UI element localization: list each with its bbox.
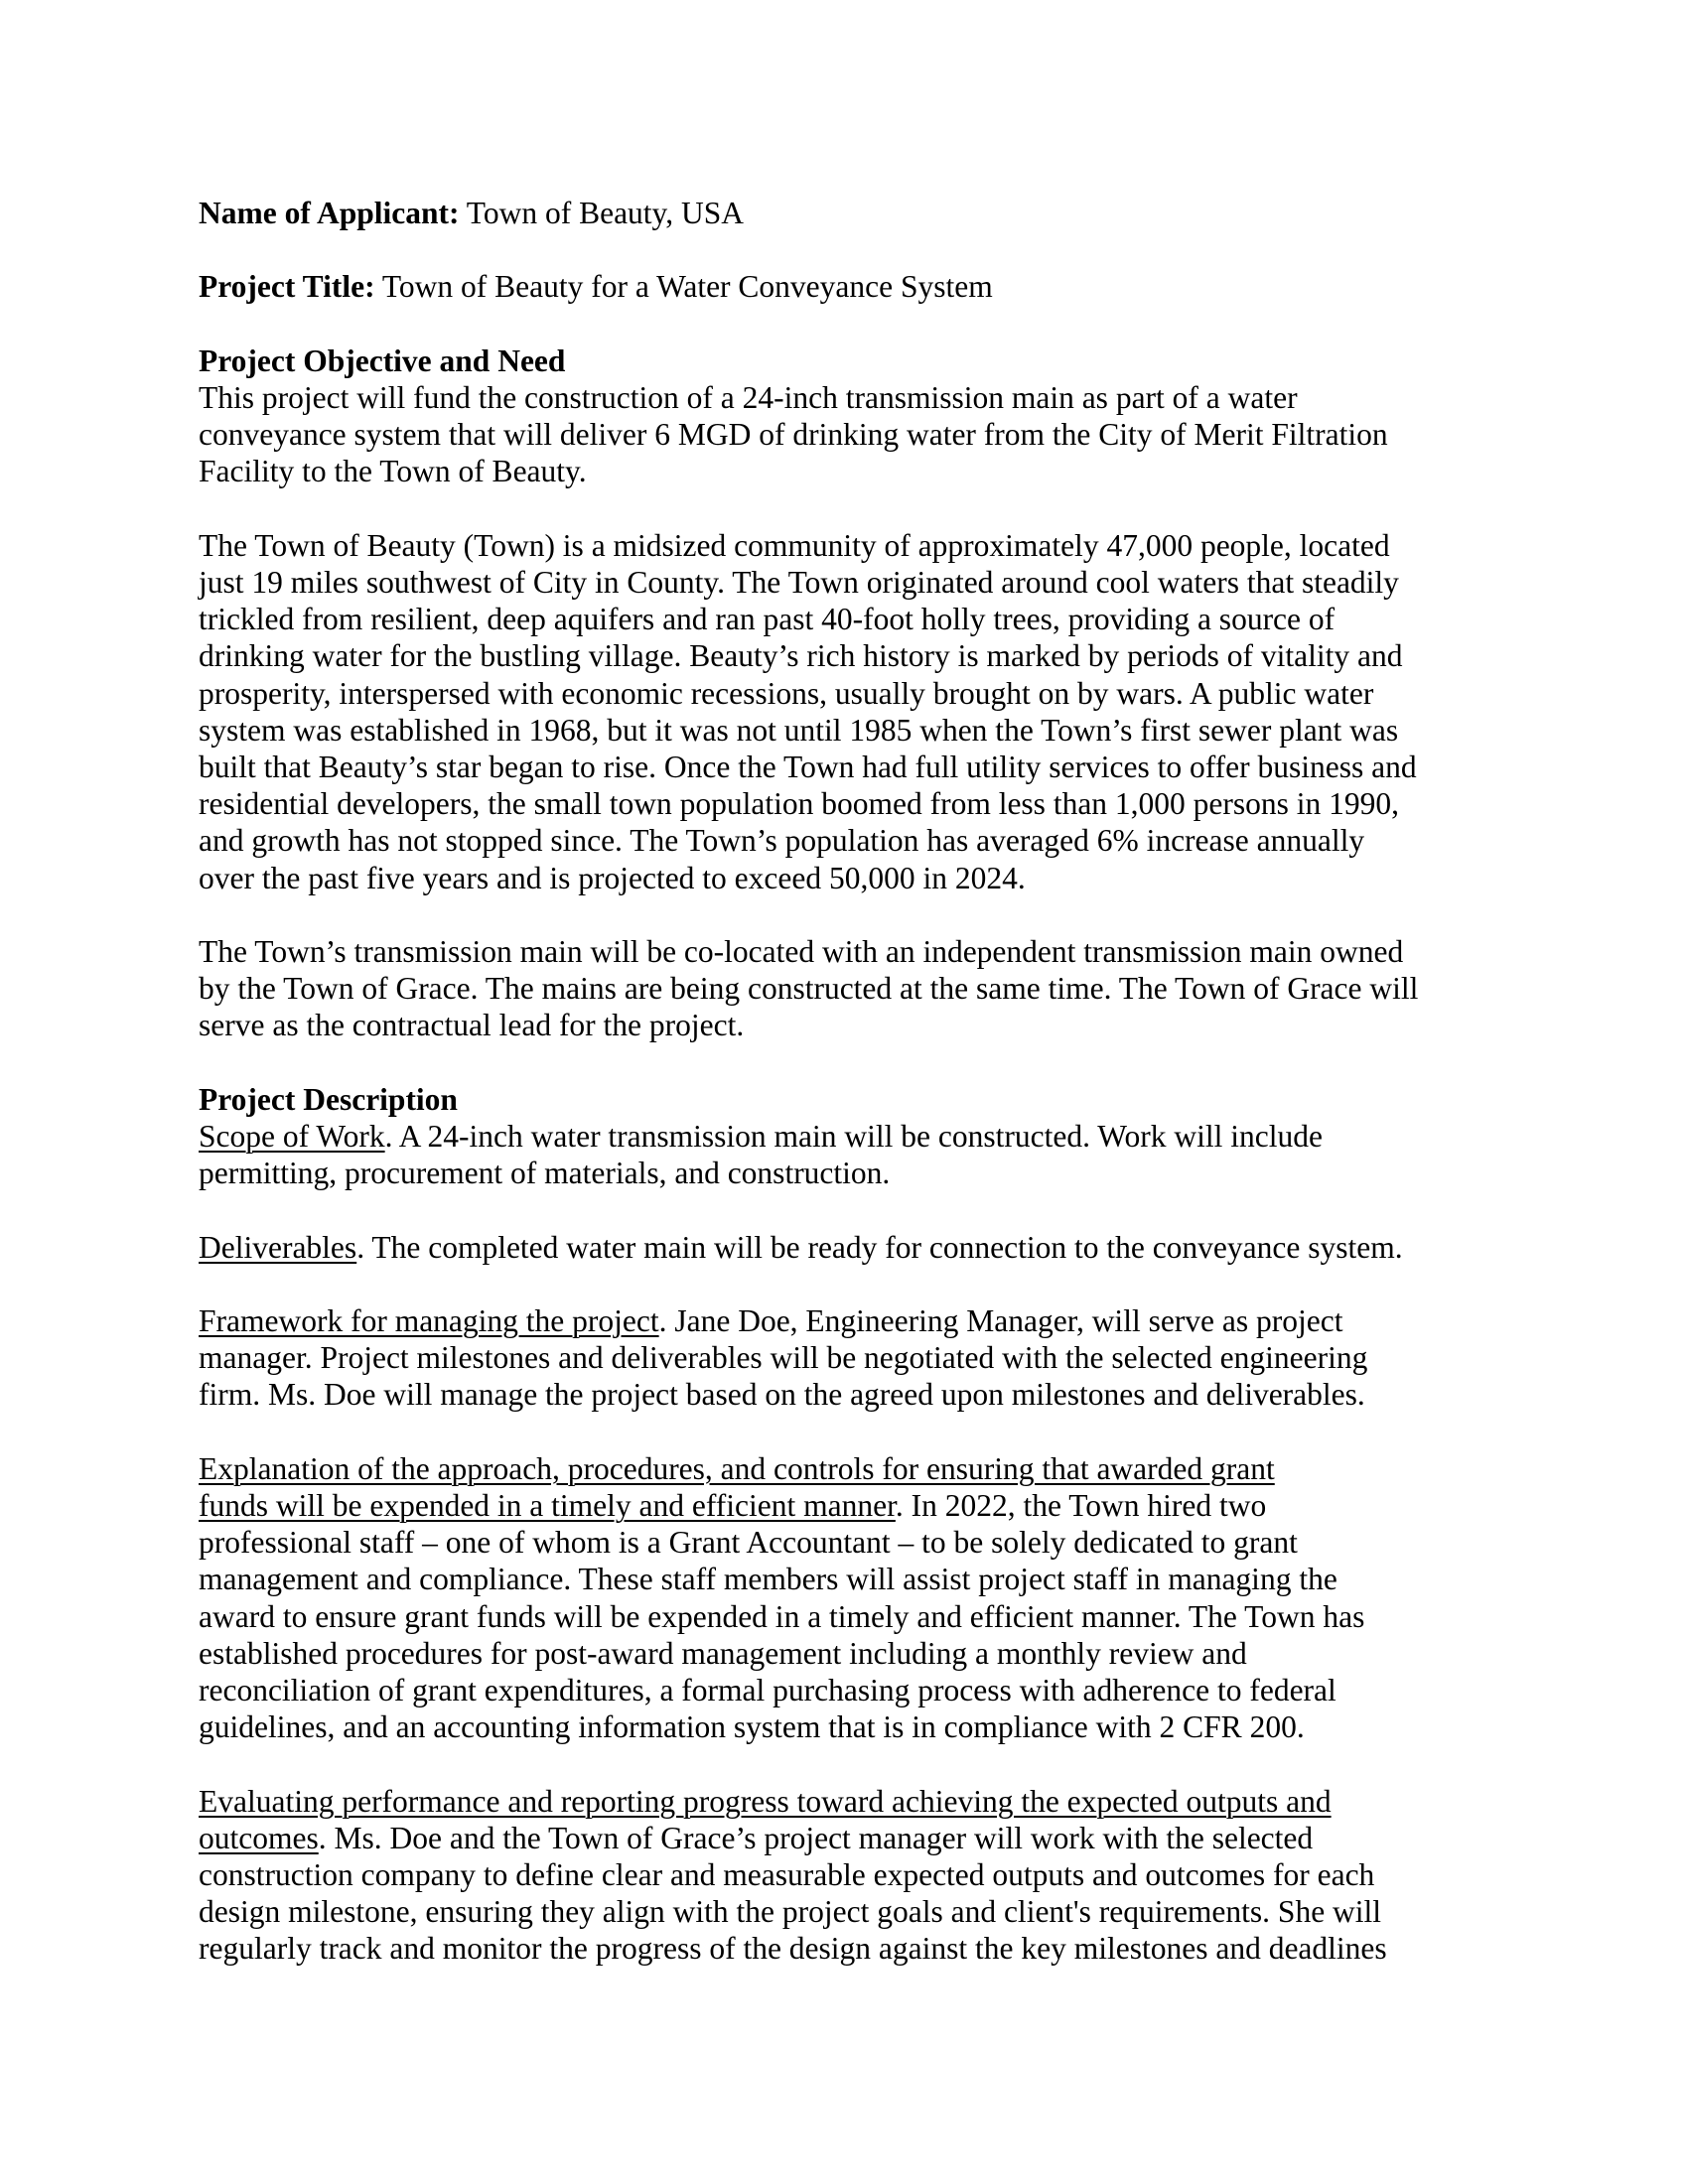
applicant-line — [199, 195, 1509, 231]
objective-history-paragraph — [199, 527, 1509, 896]
objective-p1-line: Facility to the Town of Beauty. — [199, 454, 587, 489]
evaluating-line: design milestone, ensuring they align with the project goals and client's requirements. She will — [199, 1894, 1382, 1930]
colocation-line: serve as the contractual lead for the project. — [199, 1008, 745, 1043]
history-line: drinking water for the bustling village. Beauty’s rich history is marked by periods of vitality and — [199, 638, 1403, 674]
framework-title: Framework for managing the project — [199, 1302, 659, 1338]
project-title-label: Project Title: — [199, 269, 375, 305]
objective-p1-line: conveyance system that will deliver 6 MGD of drinking water from the City of Merit Filtration — [199, 417, 1388, 453]
colocation-line: by the Town of Grace. The mains are being constructed at the same time. The Town of Grace will — [199, 971, 1419, 1007]
explanation-line: established procedures for post-award management including a monthly review and — [199, 1635, 1247, 1671]
explanation-title-cont: funds will be expended in a timely and efficient manner — [199, 1487, 896, 1523]
history-line: just 19 miles southwest of City in County. The Town originated around cool waters that steadily — [199, 564, 1399, 600]
history-line: and growth has not stopped since. The Town’s population has averaged 6% increase annually — [199, 823, 1365, 859]
history-line: over the past five years and is projected to exceed 50,000 in 2024. — [199, 860, 1026, 895]
objective-section — [199, 342, 1509, 490]
objective-p1-line: This project will fund the construction of a 24-inch transmission main as part of a water — [199, 379, 1298, 415]
framework-line: firm. Ms. Doe will manage the project based on the agreed upon milestones and deliverables. — [199, 1377, 1365, 1413]
evaluating-paragraph — [199, 1783, 1509, 1968]
explanation-text: . In 2022, the Town hired two — [895, 1487, 1267, 1523]
history-line: trickled from resilient, deep aquifers and ran past 40-foot holly trees, providing a source of — [199, 602, 1336, 637]
deliverables-text: . The completed water main will be ready for connection to the conveyance system. — [356, 1229, 1403, 1265]
project-title-value: Town of Beauty for a Water Conveyance System — [374, 269, 993, 305]
description-section — [199, 1081, 1509, 1192]
framework-line — [199, 1302, 1509, 1339]
deliverables-line — [199, 1229, 1509, 1266]
scope-title: Scope of Work — [199, 1119, 385, 1154]
explanation-line: management and compliance. These staff members will assist project staff in managing the — [199, 1562, 1337, 1597]
evaluating-line: construction company to define clear and measurable expected outputs and outcomes for each — [199, 1857, 1375, 1892]
explanation-line: award to ensure grant funds will be expended in a timely and efficient manner. The Town has — [199, 1598, 1365, 1634]
history-line: residential developers, the small town population boomed from less than 1,000 persons in 1990, — [199, 786, 1400, 822]
scope-line — [199, 1118, 1509, 1155]
evaluating-line — [199, 1820, 1509, 1856]
applicant-label: Name of Applicant: — [199, 196, 460, 230]
colocation-line: The Town’s transmission main will be co-located with an independent transmission main owned — [199, 934, 1404, 969]
explanation-title: Explanation of the approach, procedures, and controls for ensuring that awarded grant — [199, 1450, 1275, 1486]
deliverables-title: Deliverables — [199, 1229, 357, 1265]
explanation-paragraph — [199, 1450, 1509, 1746]
explanation-line: professional staff – one of whom is a Grant Accountant – to be solely dedicated to grant — [199, 1525, 1298, 1561]
history-line: The Town of Beauty (Town) is a midsized community of approximately 47,000 people, located — [199, 527, 1390, 563]
document-page — [199, 195, 1509, 2004]
history-line: prosperity, interspersed with economic recessions, usually brought on by wars. A public water — [199, 675, 1374, 711]
evaluating-title-cont: outcomes — [199, 1820, 319, 1855]
applicant-value: Town of Beauty, USA — [459, 196, 745, 230]
evaluating-title: Evaluating performance and reporting progress toward achieving the expected outputs and — [199, 1783, 1332, 1819]
framework-text: . Jane Doe, Engineering Manager, will serve as project — [658, 1302, 1343, 1338]
evaluating-text: . Ms. Doe and the Town of Grace’s project manager will work with the selected — [318, 1820, 1314, 1855]
explanation-line — [199, 1487, 1509, 1524]
explanation-line: guidelines, and an accounting information system that is in compliance with 2 CFR 200. — [199, 1709, 1305, 1745]
objective-colocation-paragraph — [199, 933, 1509, 1044]
history-line: built that Beauty’s star began to rise. Once the Town had full utility services to offer business and — [199, 750, 1417, 784]
scope-line: permitting, procurement of materials, and construction. — [199, 1156, 891, 1191]
description-heading: Project Description — [199, 1081, 458, 1117]
explanation-line: reconciliation of grant expenditures, a formal purchasing process with adherence to federal — [199, 1673, 1336, 1707]
deliverables-paragraph — [199, 1229, 1509, 1266]
framework-line: manager. Project milestones and deliverables will be negotiated with the selected engineering — [199, 1340, 1368, 1376]
framework-paragraph — [199, 1302, 1509, 1414]
history-line: system was established in 1968, but it was not until 1985 when the Town’s first sewer plant was — [199, 712, 1399, 748]
objective-heading: Project Objective and Need — [199, 342, 566, 378]
evaluating-line: regularly track and monitor the progress of the design against the key milestones and deadlines — [199, 1931, 1387, 1967]
project-title-line — [199, 268, 1509, 305]
scope-text: . A 24-inch water transmission main will be constructed. Work will include — [384, 1119, 1323, 1154]
